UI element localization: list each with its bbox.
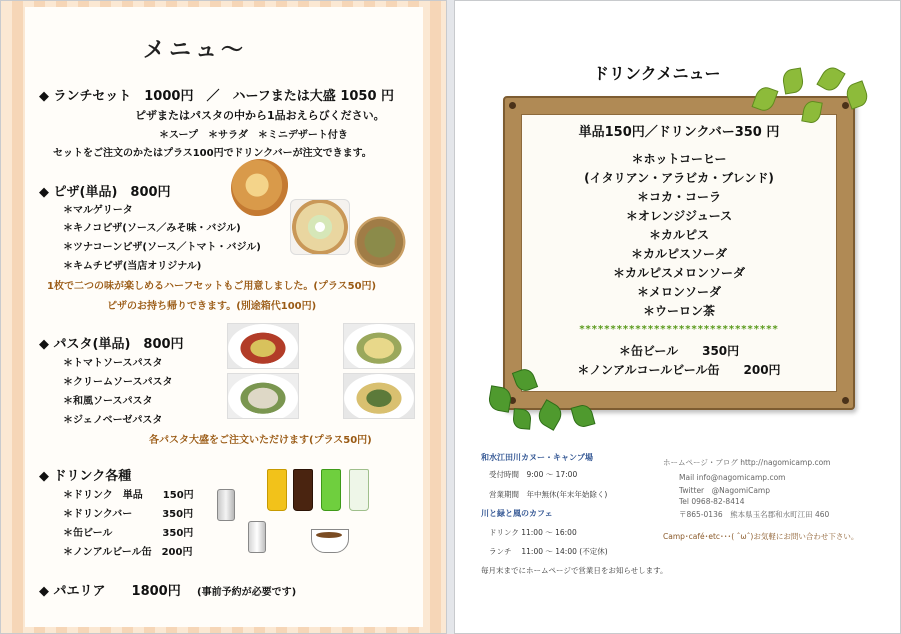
drink-item: (イタリアン・アラビカ・ブレンド) — [584, 171, 774, 185]
pasta-large-note: 各パスタ大盛をご注文いただけます(プラス50円) — [149, 435, 372, 446]
leaf-icon — [781, 67, 805, 94]
pasta-item: ＊和風ソースパスタ — [63, 396, 153, 407]
schedule-notice: 毎月末までにホームページで営業日をお知らせします。 — [481, 566, 668, 575]
drink-item: ＊ドリンク 単品 150円 — [63, 490, 194, 501]
drink-price-line: 単品150円／ドリンクバー350 円 — [578, 125, 780, 140]
pizza-half-note: 1枚で二つの味が楽しめるハーフセットもご用意しました。(プラス50円) — [47, 281, 377, 292]
drink-list-board — [521, 114, 837, 392]
beer-can-icon — [217, 489, 235, 521]
drinks-headline: ◆ ドリンク各種 — [39, 469, 132, 484]
leaf-icon — [816, 64, 845, 95]
mail-address[interactable]: Mail info@nagomicamp.com — [679, 473, 786, 482]
coffee-cup-icon — [311, 529, 349, 553]
phone-number: Tel 0968-82-8414 — [679, 497, 745, 506]
lunch-hours: ランチ 11:00 ～ 14:00 (不定休) — [489, 547, 608, 556]
drink-item: ＊メロンソーダ — [636, 285, 721, 299]
lunch-set-headline: ◆ ランチセット 1000円 ／ ハーフまたは大盛 1050 円 — [39, 89, 395, 104]
drink-item: ＊ノンアルビール缶 200円 — [63, 547, 193, 558]
separator-stars: ******************************** — [579, 324, 779, 335]
drink-item: ＊オレンジジュース — [625, 209, 733, 223]
pizza-headline: ◆ ピザ(単品) 800円 — [39, 185, 171, 200]
paella-reservation-note: (事前予約が必要です) — [197, 587, 297, 598]
right-drink-page — [454, 0, 901, 634]
business-season: 営業期間 年中無休(年末年始除く) — [489, 490, 608, 499]
drink-item: ＊カルピスメロンソーダ — [612, 266, 745, 280]
tomato-pasta-photo — [227, 323, 299, 369]
pizza-item: ＊マルゲリータ — [63, 205, 133, 216]
pasta-headline: ◆ パスタ(単品) 800円 — [39, 337, 184, 352]
lunch-set-line3: セットをご注文のかたはプラス100円でドリンクバーが注文できます。 — [53, 148, 372, 159]
pizza-item: ＊キノコピザ(ソース／みそ味・バジル) — [63, 223, 241, 234]
drink-item: ＊ドリンクバー 350円 — [63, 509, 194, 520]
menu-content — [25, 7, 423, 627]
pizza-item: ＊ツナコーンピザ(ソース／トマト・バジル) — [63, 242, 261, 253]
japanese-pasta-photo — [227, 373, 299, 419]
nail-icon — [842, 397, 849, 404]
nail-icon — [842, 102, 849, 109]
drink-item: ＊ウーロン茶 — [642, 304, 715, 318]
postal-address: 〒865-0136 熊本県玉名郡和水町江田 460 — [679, 510, 830, 519]
cream-pasta-photo — [343, 323, 415, 369]
pizza-takeout-note: ピザのお持ち帰りできます。(別途箱代100円) — [107, 301, 317, 312]
lunch-set-line1: ピザまたはパスタの中から1品おえらびください。 — [135, 109, 385, 122]
drink-item: ＊ホットコーヒー — [631, 152, 727, 166]
drink-item: ＊カルピスソーダ — [630, 247, 727, 261]
melon-soda-glass-icon — [321, 469, 341, 511]
drink-menu-title: ドリンクメニュー — [593, 64, 721, 83]
cola-glass-icon — [293, 469, 313, 511]
wood-board-frame — [503, 96, 855, 410]
pasta-item: ＊トマトソースパスタ — [63, 358, 163, 369]
alcohol-item: ＊缶ビール 350円 — [618, 344, 740, 358]
left-menu-page — [0, 0, 447, 634]
drink-item: ＊コカ・コーラ — [636, 190, 721, 204]
cafe-name: 川と緑と風のカフェ — [481, 509, 553, 518]
homepage-link[interactable]: ホームページ・ブログ http://nagomicamp.com — [663, 458, 831, 467]
drink-hours: ドリンク 11:00 ～ 16:00 — [489, 528, 577, 537]
genovese-pasta-photo — [343, 373, 415, 419]
mushroom-pizza-photo — [290, 199, 350, 255]
nonalcohol-beer-can-icon — [248, 521, 266, 553]
contact-invitation: Camp･café･etc･･･( ˆωˆ)お気軽にお問い合わせ下さい。 — [663, 532, 859, 541]
twitter-handle[interactable]: Twitter @NagomiCamp — [679, 486, 770, 495]
leaf-icon — [512, 408, 532, 429]
pasta-item: ＊ジェノベーゼパスタ — [63, 415, 163, 426]
menu-title: メニュ〜 — [143, 38, 248, 63]
nail-icon — [509, 102, 516, 109]
pizza-item: ＊キムチピザ(当店オリジナル) — [63, 261, 202, 272]
drink-item: ＊缶ビール 350円 — [63, 528, 194, 539]
pasta-item: ＊クリームソースパスタ — [63, 377, 173, 388]
alcohol-item: ＊ノンアルコールビール缶 200円 — [577, 363, 781, 377]
drink-item: ＊カルピス — [648, 228, 709, 242]
lunch-set-line2: ＊スープ ＊サラダ ＊ミニデザート付き — [159, 130, 348, 141]
margherita-pizza-photo — [231, 159, 289, 217]
kimchi-pizza-photo — [353, 215, 407, 269]
calpis-glass-icon — [349, 469, 369, 511]
orange-drink-glass-icon — [267, 469, 287, 511]
paella-headline: ◆ パエリア 1800円 — [39, 584, 181, 599]
campsite-name: 和水江田川カヌー・キャンプ場 — [481, 453, 593, 462]
reception-hours: 受付時間 9:00 ～ 17:00 — [489, 470, 578, 479]
